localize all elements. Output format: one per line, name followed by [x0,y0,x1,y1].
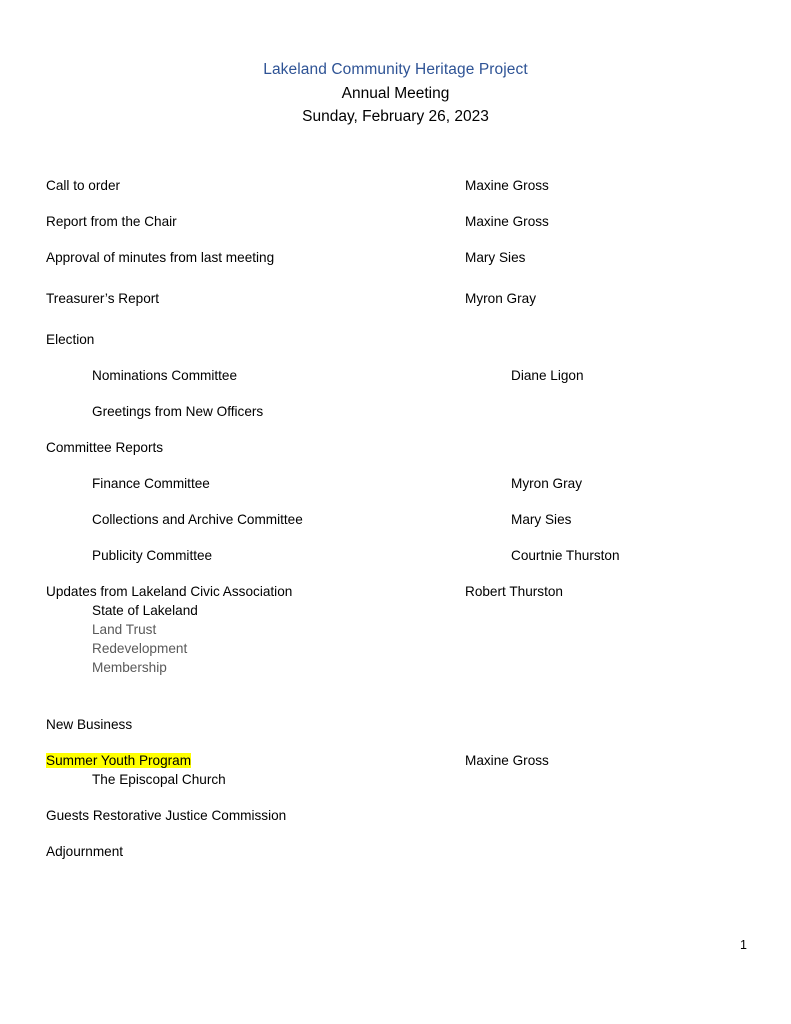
agenda-item-label: Membership [92,660,167,675]
agenda-row [46,751,745,770]
agenda-item-label [46,751,465,770]
agenda-row [46,510,745,529]
agenda-row [46,289,745,308]
agenda-item-label: Collections and Archive Committee [92,512,303,527]
agenda-item-label: New Business [46,717,133,732]
agenda-item-presenter: Robert Thurston [465,584,563,599]
agenda-item-label: Land Trust [92,622,157,637]
agenda-item-label: Redevelopment [92,641,188,656]
agenda-row [46,366,745,385]
spacer [46,789,745,806]
agenda-item-presenter: Maxine Gross [465,178,549,193]
spacer [46,349,745,366]
agenda-row [46,601,745,620]
spacer [46,195,745,212]
spacer [46,529,745,546]
agenda-item-presenter: Myron Gray [465,291,537,306]
agenda-row [46,474,745,493]
spacer [46,825,745,842]
agenda-row [46,620,745,639]
spacer [46,267,745,289]
spacer [46,677,745,715]
document-header [0,0,791,128]
agenda-item-presenter: Myron Gray [511,476,583,491]
agenda-row [46,438,745,457]
agenda-item-presenter: Courtnie Thurston [511,548,620,563]
spacer [46,385,745,402]
agenda-item-label: Approval of minutes from last meeting [46,250,275,265]
agenda-item-label: Greetings from New Officers [92,404,264,419]
agenda-item-presenter: Maxine Gross [465,214,549,229]
agenda-row [46,639,745,658]
agenda-item-label: Updates from Lakeland Civic Association [46,584,293,599]
agenda-row [46,176,745,195]
agenda-item-label: Publicity Committee [92,548,213,563]
agenda-item-label: Committee Reports [46,440,164,455]
agenda-row [46,546,745,565]
spacer [46,493,745,510]
agenda-item-presenter: Mary Sies [465,250,526,265]
agenda-item-presenter: Maxine Gross [465,753,549,768]
highlighted-text: Summer Youth Program [46,753,192,768]
agenda-row [46,248,745,267]
spacer [46,308,745,330]
spacer [46,734,745,751]
agenda-row [46,212,745,231]
agenda-row [46,658,745,677]
agenda-item-label: Call to order [46,178,121,193]
meeting-date: Sunday, February 26, 2023 [302,108,489,125]
agenda-row [46,402,745,421]
agenda-item-label: Adjournment [46,844,124,859]
agenda-item-label: Treasurer’s Report [46,291,160,306]
agenda-row [46,806,745,825]
spacer [46,231,745,248]
meeting-title: Annual Meeting [341,85,450,102]
agenda-item-label: State of Lakeland [92,603,198,618]
agenda-item-label: Election [46,332,95,347]
spacer [46,457,745,474]
agenda-list [0,176,791,861]
organization-title: Lakeland Community Heritage Project [263,61,528,78]
agenda-item-label: Finance Committee [92,476,210,491]
agenda-item-label: The Episcopal Church [92,772,226,787]
agenda-row [46,330,745,349]
agenda-row [46,582,745,601]
agenda-item-label: Report from the Chair [46,214,177,229]
spacer [46,421,745,438]
agenda-item-presenter: Mary Sies [511,512,572,527]
page-number: 1 [740,938,747,952]
agenda-item-presenter: Diane Ligon [511,368,584,383]
agenda-row [46,770,745,789]
spacer [46,565,745,582]
agenda-item-label: Nominations Committee [92,368,238,383]
agenda-row [46,715,745,734]
agenda-item-label: Guests Restorative Justice Commission [46,808,287,823]
agenda-row [46,842,745,861]
